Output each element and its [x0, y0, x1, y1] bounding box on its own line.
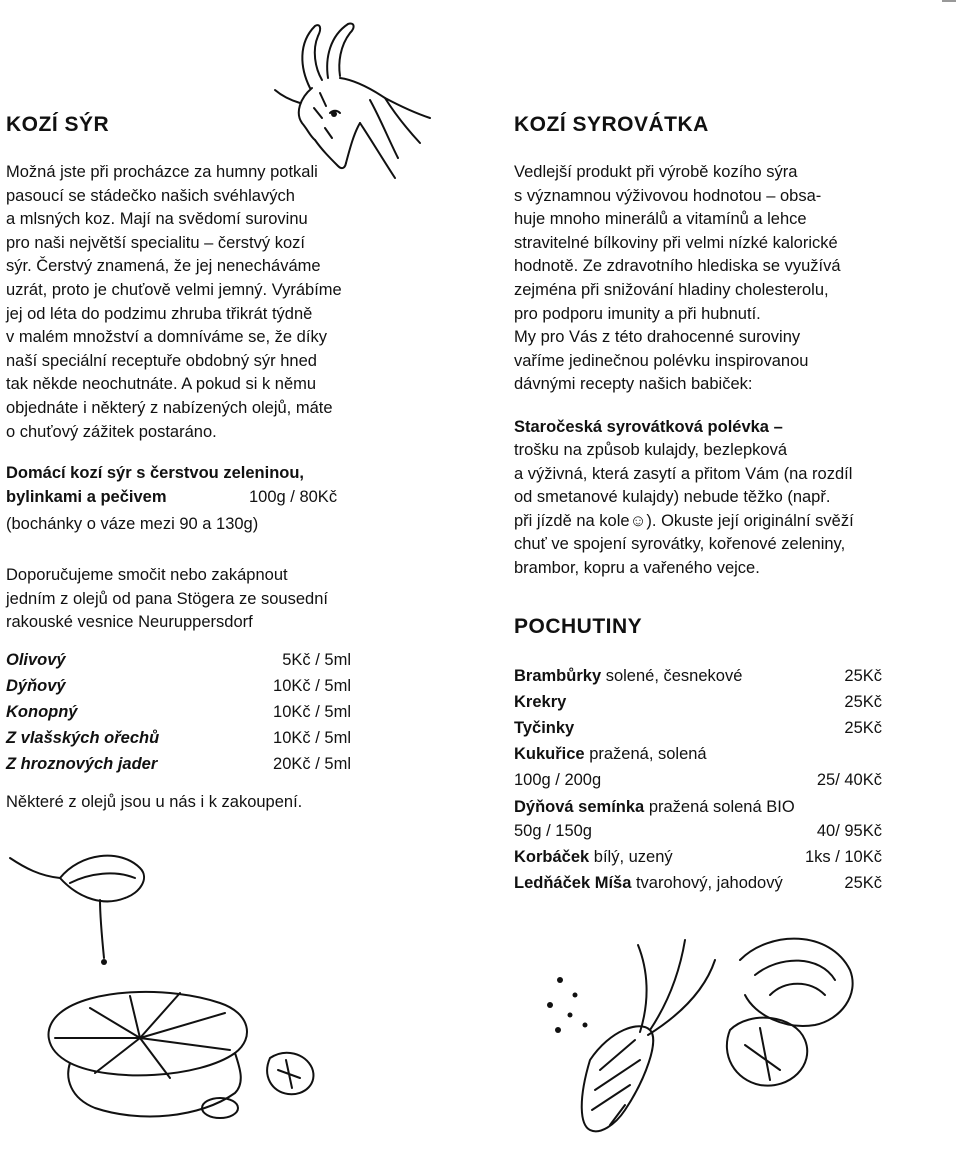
soup-description: trošku na způsob kulajdy, bezlepková a výživná, která zasytí a přitom Vám (na rozdíl od smetanové kulajdy) nebude těžko (např. při jízdě na kole☺). Okuste její originální svěží chuť ve spojení syrovátky, kořenové zeleniny, brambor, kopru a vařeného vejce. — [514, 441, 854, 577]
dish-title-row — [6, 486, 406, 510]
snack-row — [514, 846, 882, 870]
snack-name: Ledňáček Míša — [514, 874, 632, 892]
goat-head-icon — [270, 18, 440, 188]
snack-row — [514, 796, 882, 820]
snack-row — [514, 717, 882, 741]
snack-name: Brambůrky — [514, 667, 602, 685]
oil-name: Z hroznových jader — [6, 755, 158, 773]
snack-price: 25/ 40Kč — [816, 771, 882, 789]
snack-desc: bílý, uzený — [589, 848, 673, 866]
snack-name: Krekry — [514, 693, 567, 711]
oil-row — [6, 701, 351, 725]
oil-price: 20Kč / 5ml — [273, 755, 351, 773]
oil-row — [6, 753, 351, 777]
goat-cheese-intro: Možná jste při procházce za humny potkali pasoucí se stádečko našich svéhlavých a mlsných koz. Mají na svědomí surovinu pro naši největší specialitu – čerstvý kozí sýr. Čerstvý znamená, že jej nenecháváme uzrát, proto je chuťově velmi jemný. Vyrábíme jej od léta do podzimu zhruba třikrát týdně v malém množství a domníváme se, že díky naší speciální receptuře obdobný sýr hned tak někde neochutnáte. A pokud si k němu objednáte i některý z nabízených olejů, máte o chuťový zážitek postaráno. — [6, 163, 342, 441]
snack-subrow — [514, 820, 882, 844]
whey-intro: Vedlejší produkt při výrobě kozího sýra s významnou výživovou hodnotou – obsa- huje mnoho minerálů a vitamínů a lehce stravitelné bílkoviny při velmi nízké kalorické hodnotě. Ze zdravotního hlediska se využívá zejména při snižování hladiny cholesterolu, pro podporu imunity a při hubnutí. My pro Vás z této drahocenné suroviny vaříme jedinečnou polévku inspirovanou dávnými recepty našich babiček: — [514, 163, 841, 394]
snack-row — [514, 691, 882, 715]
soup-title: Staročeská syrovátková polévka – — [514, 418, 783, 436]
snack-size: 50g / 150g — [514, 822, 592, 840]
snack-desc: pražená, solená — [584, 745, 707, 763]
snack-name: Dýňová semínka — [514, 798, 645, 816]
oil-price: 10Kč / 5ml — [273, 703, 351, 721]
snack-price: 25Kč — [844, 693, 882, 711]
oil-name: Z vlašských ořechů — [6, 729, 160, 747]
oil-row — [6, 675, 351, 699]
corner-mark — [942, 0, 956, 2]
oil-name: Dýňový — [6, 677, 66, 695]
oil-price: 10Kč / 5ml — [273, 677, 351, 695]
snack-price: 40/ 95Kč — [816, 822, 882, 840]
oils-note: Některé z olejů jsou u nás i k zakoupení. — [6, 793, 303, 811]
dish-title-line2: bylinkami a pečivem — [6, 488, 167, 506]
snack-size: 100g / 200g — [514, 771, 602, 789]
oil-price: 10Kč / 5ml — [273, 729, 351, 747]
snack-subrow — [514, 769, 882, 793]
snack-row — [514, 872, 882, 896]
oil-name: Konopný — [6, 703, 78, 721]
corn-and-pumpkin-icon — [530, 920, 860, 1150]
oil-row — [6, 649, 351, 673]
oil-price: 5Kč / 5ml — [282, 651, 351, 669]
snack-name: Kukuřice — [514, 745, 585, 763]
dish-title-line1: Domácí kozí sýr s čerstvou zeleninou, — [6, 464, 305, 482]
snack-price: 25Kč — [844, 874, 882, 892]
section-heading-whey: KOZÍ SYROVÁTKA — [514, 113, 709, 136]
dish-note: (bochánky o váze mezi 90 a 130g) — [6, 515, 259, 533]
snack-price: 25Kč — [844, 719, 882, 737]
snack-row — [514, 743, 882, 767]
snack-desc: solené, česnekové — [601, 667, 743, 685]
oil-recommendation: Doporučujeme smočit nebo zakápnout jedním z olejů od pana Stögera ze sousední rakouské vesnice Neuruppersdorf — [6, 566, 328, 632]
cheese-and-oil-bottle-icon — [0, 838, 340, 1138]
snack-desc: tvarohový, jahodový — [631, 874, 783, 892]
section-heading-snacks: POCHUTINY — [514, 615, 643, 638]
snack-price: 25Kč — [844, 667, 882, 685]
snack-price: 1ks / 10Kč — [804, 848, 882, 866]
snack-name: Korbáček — [514, 848, 590, 866]
snack-name: Tyčinky — [514, 719, 575, 737]
oil-row — [6, 727, 351, 751]
section-heading-goat-cheese: KOZÍ SÝR — [6, 113, 110, 136]
snack-desc: pražená solená BIO — [644, 798, 795, 816]
oil-name: Olivový — [6, 651, 66, 669]
snack-row — [514, 665, 882, 689]
dish-price: 100g / 80Kč — [249, 488, 338, 506]
